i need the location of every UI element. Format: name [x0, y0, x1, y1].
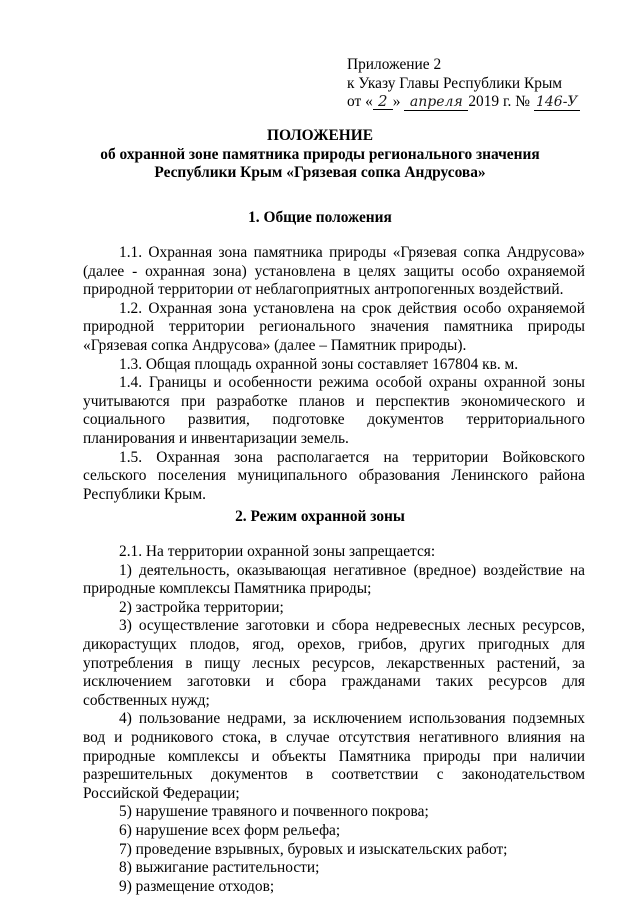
title-line-2: об охранной зоне памятника природы регионального значения: [100, 145, 540, 163]
paragraph-1-3: 1.3. Общая площадь охранной зоны составляет 167804 кв. м.: [119, 355, 519, 373]
paragraph-1-2: 1.2. Охранная зона установлена на срок действия особо охраняемой природной территории регионального значения памятника природы «Грязевая сопка Андрусова» (далее – Памятник природы).: [83, 299, 585, 354]
decree-reference: к Указу Главы Республики Крым: [347, 74, 563, 92]
list-item-7: 7) проведение взрывных, буровых и изыскательских работ;: [119, 840, 508, 858]
handwritten-day: 2: [373, 93, 393, 110]
list-item-8: 8) выжигание растительности;: [119, 859, 320, 877]
appendix-number: Приложение 2: [347, 56, 442, 73]
paragraph-1-4: 1.4. Границы и особенности режима особой охраны охранной зоны учитываются при разработке планов и перспектив экономического и социального развития, подготовке документов территориального планирования и инвентаризации земель.: [83, 374, 585, 447]
handwritten-decree-number: 146-У: [534, 94, 580, 111]
paragraph-1-1: 1.1. Охранная зона памятника природы «Грязевая сопка Андрусова» (далее - охранная зона) установлена в целях защиты особо охраняемой природной территории от неблагоприятных антропогенных воздействий.: [83, 244, 585, 299]
section-1-heading: 1. Общие положения: [248, 209, 392, 226]
title-line-1: ПОЛОЖЕНИЕ: [267, 127, 373, 144]
document-title: [70, 127, 570, 183]
title-line-3: Республики Крым «Грязевая сопка Андрусова»: [154, 164, 486, 181]
list-item-3: 3) осуществление заготовки и сбора недревесных лесных ресурсов, дикорастущих плодов, ягод, орехов, грибов, других пригодных для употребления в пищу лесных ресурсов, лекарственных растений, за исключением заготовки и сбора гражданами таких ресурсов для собственных нужд;: [83, 617, 585, 709]
list-item-5: 5) нарушение травяного и почвенного покрова;: [119, 803, 429, 821]
appendix-header: [347, 56, 617, 112]
list-item-4: 4) пользование недрами, за исключением использования подземных вод и родникового стока, в случае отсутствия негативного влияния на природные комплексы и объекты Памятника природы при наличии разрешительных документов в соответствии с законодательством Российской Федерации;: [83, 710, 585, 802]
list-item-2: 2) застройка территории;: [119, 598, 284, 616]
list-item-9: 9) размещение отходов;: [119, 877, 275, 895]
paragraph-1-5: 1.5. Охранная зона располагается на территории Войковского сельского поселения муниципального образования Ленинского района Республики Крым.: [83, 448, 585, 503]
decree-date-line: от « 2 » апреля 2019 г. № 146-У: [347, 93, 617, 112]
list-item-1: 1) деятельность, оказывающая негативное (вредное) воздействие на природные комплексы Памятника природы;: [83, 561, 585, 598]
section-1-body: [83, 244, 585, 504]
section-2-body: [83, 543, 585, 896]
paragraph-2-1: 2.1. На территории охранной зоны запрещается:: [119, 543, 436, 560]
section-2-heading: 2. Режим охранной зоны: [235, 508, 405, 525]
handwritten-month: апреля: [404, 94, 468, 111]
list-item-6: 6) нарушение всех форм рельефа;: [119, 821, 341, 839]
